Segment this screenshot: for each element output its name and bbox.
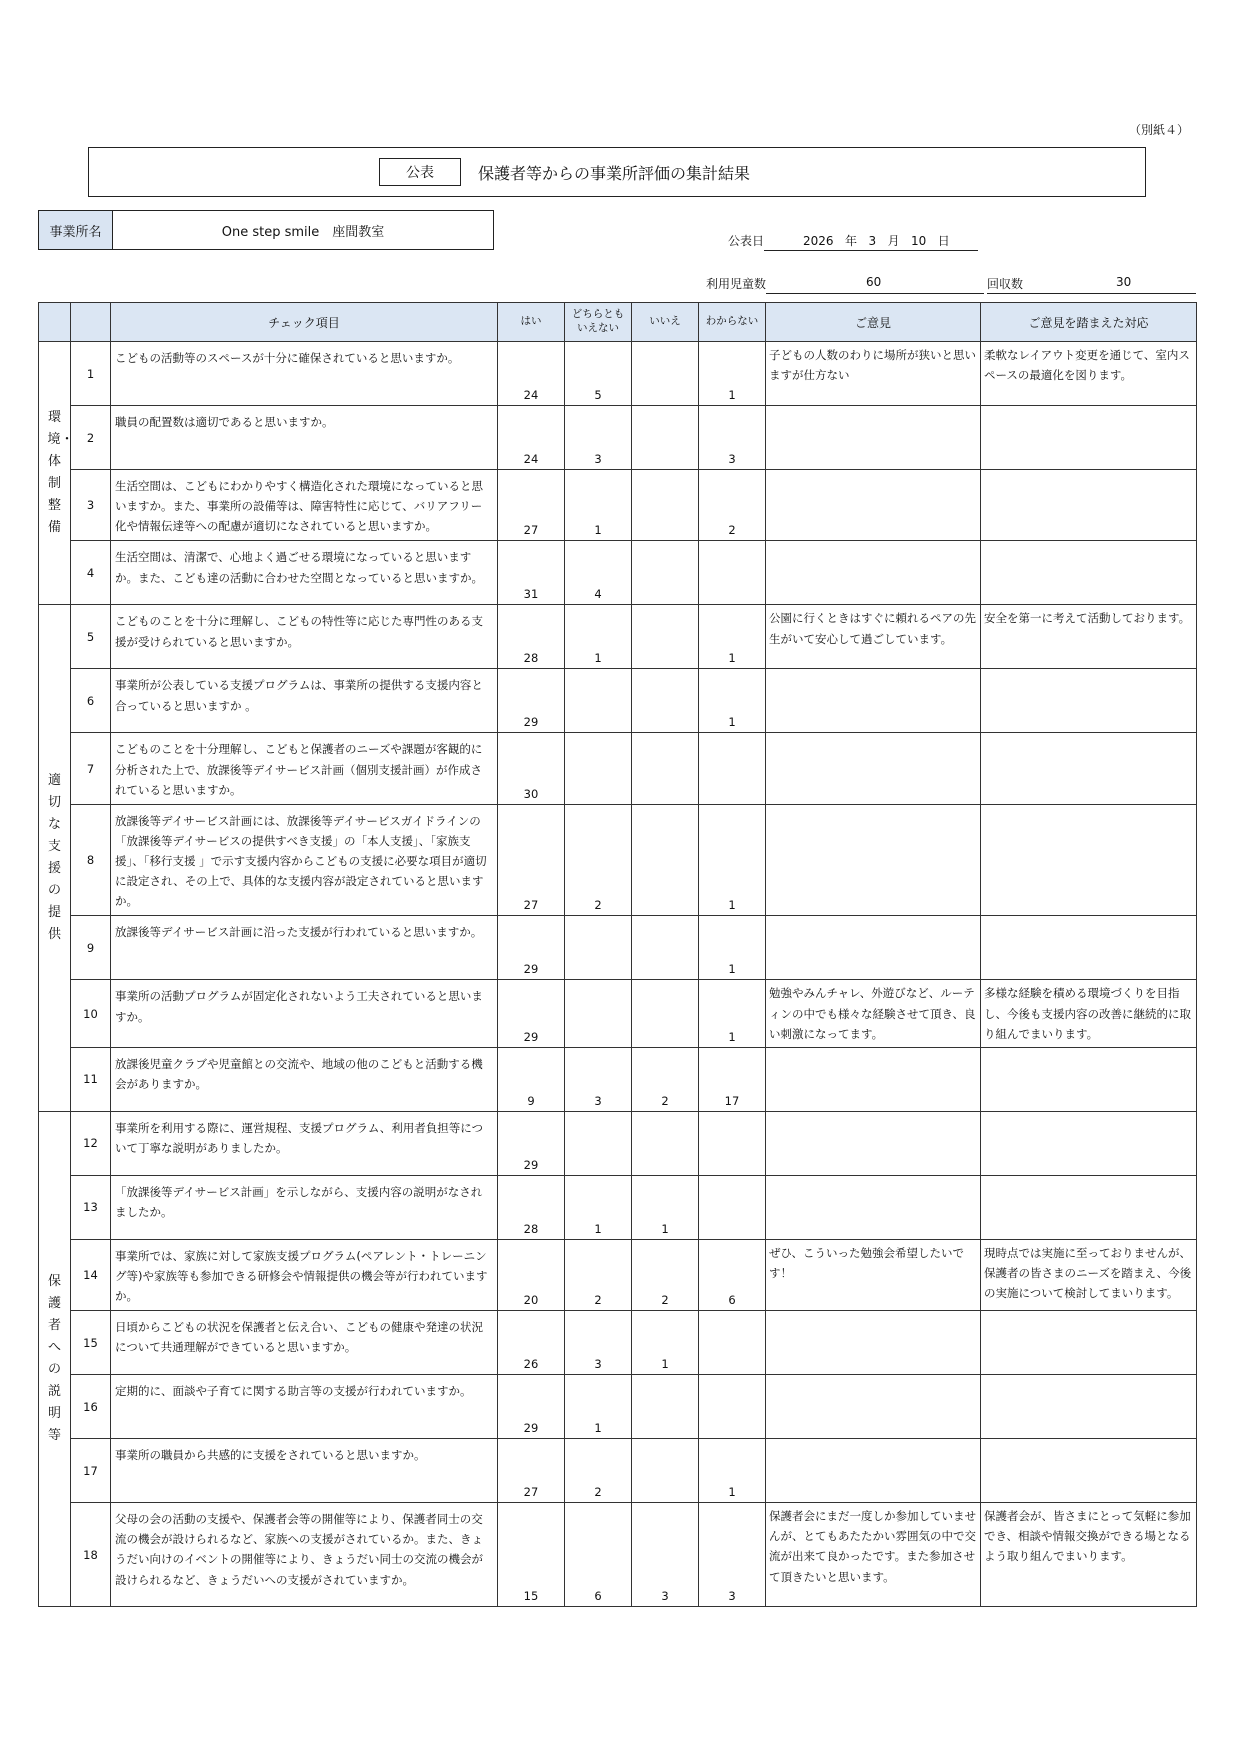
- count-yes: 20: [498, 1239, 565, 1310]
- count-no: [632, 342, 699, 406]
- response-text: [981, 1375, 1197, 1439]
- count-neither: [565, 1111, 632, 1175]
- category-cell: [39, 605, 71, 1111]
- count-unknown: 1: [699, 980, 766, 1047]
- table-row: [39, 980, 1197, 1047]
- response-text: [981, 669, 1197, 733]
- table-row: [39, 1111, 1197, 1175]
- question-number: 12: [71, 1111, 111, 1175]
- collected-underline: [987, 293, 1196, 294]
- question-number: 18: [71, 1503, 111, 1607]
- table-row: [39, 1503, 1197, 1607]
- month-unit: 月: [887, 234, 900, 248]
- response-text: [981, 1175, 1197, 1239]
- count-no: 1: [632, 1175, 699, 1239]
- question-number: 11: [71, 1047, 111, 1111]
- opinion-text: [766, 669, 981, 733]
- table-row: [39, 541, 1197, 605]
- question-number: 5: [71, 605, 111, 669]
- question-text: 放課後等デイサービス計画に沿った支援が行われていると思いますか。: [111, 916, 498, 980]
- count-yes: 31: [498, 541, 565, 605]
- count-yes: 24: [498, 406, 565, 470]
- count-neither: [565, 669, 632, 733]
- count-yes: 15: [498, 1503, 565, 1607]
- count-no: [632, 1375, 699, 1439]
- count-neither: 2: [565, 1439, 632, 1503]
- publish-date: [728, 232, 950, 249]
- category-label: 保護者への説明等: [47, 1273, 61, 1444]
- question-number: 13: [71, 1175, 111, 1239]
- count-unknown: 1: [699, 1439, 766, 1503]
- question-text: 生活空間は、こどもにわかりやすく構造化された環境になっていると思いますか。また、事業所の設備等は、障害特性に応じて、バリアフリー化や情報伝達等への配慮が適切になされていると思いますか。: [111, 470, 498, 541]
- question-text: 日頃からこどもの状況を保護者と伝え合い、こどもの健康や発達の状況について共通理解ができていると思いますか。: [111, 1311, 498, 1375]
- count-unknown: 17: [699, 1047, 766, 1111]
- response-text: 柔軟なレイアウト変更を通じて、室内スペースの最適化を図ります。: [981, 342, 1197, 406]
- count-unknown: 1: [699, 342, 766, 406]
- count-unknown: [699, 733, 766, 804]
- question-text: 「放課後等デイサービス計画」を示しながら、支援内容の説明がなされましたか。: [111, 1175, 498, 1239]
- page-title: 保護者等からの事業所評価の集計結果: [478, 164, 751, 183]
- count-neither: 3: [565, 406, 632, 470]
- table-row: [39, 916, 1197, 980]
- count-yes: 27: [498, 1439, 565, 1503]
- count-neither: 3: [565, 1047, 632, 1111]
- question-text: 職員の配置数は適切であると思いますか。: [111, 406, 498, 470]
- question-text: 事業所の職員から共感的に支援をされていると思いますか。: [111, 1439, 498, 1503]
- count-no: [632, 470, 699, 541]
- table-row: [39, 669, 1197, 733]
- users-underline: [766, 293, 984, 294]
- question-number: 4: [71, 541, 111, 605]
- category-cell: [39, 1111, 71, 1606]
- table-row: [39, 733, 1197, 804]
- count-neither: 1: [565, 1375, 632, 1439]
- opinion-text: [766, 1439, 981, 1503]
- publish-tag: 公表: [379, 158, 461, 186]
- table-row: [39, 1439, 1197, 1503]
- count-neither: 1: [565, 1175, 632, 1239]
- count-yes: 30: [498, 733, 565, 804]
- opinion-text: [766, 541, 981, 605]
- table-row: [39, 1239, 1197, 1310]
- response-text: [981, 733, 1197, 804]
- count-no: 2: [632, 1239, 699, 1310]
- response-text: [981, 406, 1197, 470]
- count-yes: 26: [498, 1311, 565, 1375]
- opinion-text: 保護者会にまだ一度しか参加していませんが、とてもあたたかい雰囲気の中で交流が出来て良かったです。また参加させて頂きたいと思います。: [766, 1503, 981, 1607]
- count-unknown: [699, 1175, 766, 1239]
- question-text: 事業所の活動プログラムが固定化されないよう工夫されていると思いますか。: [111, 980, 498, 1047]
- office-name: One step smile 座間教室: [221, 224, 385, 240]
- count-unknown: 6: [699, 1239, 766, 1310]
- opinion-text: [766, 916, 981, 980]
- question-number: 7: [71, 733, 111, 804]
- count-no: [632, 406, 699, 470]
- response-text: [981, 470, 1197, 541]
- opinion-text: [766, 733, 981, 804]
- count-yes: 29: [498, 980, 565, 1047]
- count-unknown: [699, 541, 766, 605]
- count-no: 3: [632, 1503, 699, 1607]
- response-text: [981, 1311, 1197, 1375]
- count-yes: 27: [498, 804, 565, 916]
- count-neither: 4: [565, 541, 632, 605]
- count-unknown: 3: [699, 406, 766, 470]
- response-text: 現時点では実施に至っておりませんが、保護者の皆さまのニーズを踏まえ、今後の実施について検討してまいります。: [981, 1239, 1197, 1310]
- header-category: [39, 303, 71, 342]
- response-text: [981, 1439, 1197, 1503]
- header-yes: はい: [498, 303, 565, 342]
- count-neither: 2: [565, 1239, 632, 1310]
- opinion-text: 公園に行くときはすぐに頼れるペアの先生がいて安心して過ごしています。: [766, 605, 981, 669]
- header-no-answer: いいえ: [632, 303, 699, 342]
- count-unknown: 1: [699, 804, 766, 916]
- response-text: [981, 1111, 1197, 1175]
- count-neither: [565, 980, 632, 1047]
- table-row: [39, 605, 1197, 669]
- count-yes: 9: [498, 1047, 565, 1111]
- opinion-text: [766, 1047, 981, 1111]
- count-no: [632, 605, 699, 669]
- category-label: 環境・体制整備: [47, 409, 74, 536]
- count-yes: 28: [498, 1175, 565, 1239]
- question-number: 17: [71, 1439, 111, 1503]
- opinion-text: 子どもの人数のわりに場所が狭いと思いますが仕方ない: [766, 342, 981, 406]
- count-yes: 27: [498, 470, 565, 541]
- question-text: 父母の会の活動の支援や、保護者会等の開催等により、保護者同士の交流の機会が設けられるなど、家族への支援がされているか。また、きょうだい向けのイベントの開催等により、きょうだい同士の交流の機会が設けられるなど、きょうだいへの支援がされていますか。: [111, 1503, 498, 1607]
- response-text: [981, 916, 1197, 980]
- question-number: 1: [71, 342, 111, 406]
- opinion-text: [766, 406, 981, 470]
- question-text: こどもの活動等のスペースが十分に確保されていると思いますか。: [111, 342, 498, 406]
- response-text: [981, 1047, 1197, 1111]
- header-opinion: ご意見: [766, 303, 981, 342]
- table-header-row: [39, 303, 1197, 342]
- header-neither: どちらとも いえない: [565, 303, 632, 342]
- table-row: [39, 1311, 1197, 1375]
- count-no: 1: [632, 1311, 699, 1375]
- count-yes: 29: [498, 669, 565, 733]
- count-no: [632, 733, 699, 804]
- question-text: こどものことを十分に理解し、こどもの特性等に応じた専門性のある支援が受けられていると思いますか。: [111, 605, 498, 669]
- count-neither: 3: [565, 1311, 632, 1375]
- count-no: [632, 1111, 699, 1175]
- opinion-text: [766, 470, 981, 541]
- count-no: [632, 541, 699, 605]
- count-no: 2: [632, 1047, 699, 1111]
- question-number: 15: [71, 1311, 111, 1375]
- publish-day: 10: [911, 234, 927, 248]
- table-row: [39, 470, 1197, 541]
- opinion-text: [766, 1175, 981, 1239]
- opinion-text: [766, 1311, 981, 1375]
- users-count: 60: [866, 275, 882, 289]
- count-unknown: 1: [699, 669, 766, 733]
- count-yes: 29: [498, 1375, 565, 1439]
- opinion-text: [766, 804, 981, 916]
- question-number: 3: [71, 470, 111, 541]
- count-neither: [565, 733, 632, 804]
- count-unknown: 1: [699, 916, 766, 980]
- table-row: [39, 1047, 1197, 1111]
- category-cell: [39, 342, 74, 605]
- question-number: 2: [71, 406, 111, 470]
- header-no: [71, 303, 111, 342]
- count-neither: 2: [565, 804, 632, 916]
- count-neither: 1: [565, 605, 632, 669]
- count-yes: 29: [498, 916, 565, 980]
- response-text: [981, 541, 1197, 605]
- question-text: こどものことを十分理解し、こどもと保護者のニーズや課題が客観的に分析された上で、放課後等デイサービス計画（個別支援計画）が作成されていると思いますか。: [111, 733, 498, 804]
- count-neither: 6: [565, 1503, 632, 1607]
- day-unit: 日: [937, 234, 950, 248]
- question-number: 9: [71, 916, 111, 980]
- response-text: 保護者会が、皆さまにとって気軽に参加でき、相談や情報交換ができる場となるよう取り組んでまいります。: [981, 1503, 1197, 1607]
- count-neither: 1: [565, 470, 632, 541]
- opinion-text: ぜひ、こういった勉強会希望したいです！: [766, 1239, 981, 1310]
- count-neither: [565, 916, 632, 980]
- question-text: 事業所では、家族に対して家族支援プログラム(ペアレント・トレーニング等)や家族等も参加できる研修会や情報提供の機会等が行われていますか。: [111, 1239, 498, 1310]
- users-label: 利用児童数: [706, 277, 767, 291]
- count-unknown: [699, 1375, 766, 1439]
- question-text: 定期的に、面談や子育てに関する助言等の支援が行われていますか。: [111, 1375, 498, 1439]
- count-no: [632, 980, 699, 1047]
- header-check: チェック項目: [111, 303, 498, 342]
- title-box: [88, 147, 1146, 197]
- table-row: [39, 406, 1197, 470]
- count-no: [632, 804, 699, 916]
- table-row: [39, 1375, 1197, 1439]
- count-unknown: 3: [699, 1503, 766, 1607]
- count-no: [632, 669, 699, 733]
- header-response: ご意見を踏まえた対応: [981, 303, 1197, 342]
- opinion-text: [766, 1375, 981, 1439]
- publish-month: 3: [868, 234, 877, 248]
- count-yes: 29: [498, 1111, 565, 1175]
- question-number: 6: [71, 669, 111, 733]
- question-number: 8: [71, 804, 111, 916]
- category-label: 適切な支援の提供: [47, 772, 61, 943]
- response-text: 多様な経験を積める環境づくりを目指し、今後も支援内容の改善に継続的に取り組んでまいります。: [981, 980, 1197, 1047]
- header-unknown: わからない: [699, 303, 766, 342]
- question-number: 14: [71, 1239, 111, 1310]
- publish-date-underline: [764, 250, 978, 251]
- count-unknown: [699, 1111, 766, 1175]
- opinion-text: [766, 1111, 981, 1175]
- response-text: 安全を第一に考えて活動しております。: [981, 605, 1197, 669]
- table-row: [39, 342, 1197, 406]
- publish-date-label: 公表日: [728, 234, 765, 248]
- question-number: 16: [71, 1375, 111, 1439]
- office-label: 事業所名: [39, 211, 113, 249]
- opinion-text: 勉強やみんチャレ、外遊びなど、ルーティンの中でも様々な経験させて頂き、良い刺激になってます。: [766, 980, 981, 1047]
- question-text: 放課後等デイサービス計画には、放課後等デイサービスガイドラインの「放課後等デイサービスの提供すべき支援」の「本人支援」、「家族支援」、「移行支援 」で示す支援内容からこどもの支援に必要な項目が適切に設定され、その上で、具体的な支援内容が設定されていると思いますか。: [111, 804, 498, 916]
- office-box: [38, 210, 494, 250]
- count-unknown: [699, 1311, 766, 1375]
- response-text: [981, 804, 1197, 916]
- publish-year: 2026: [803, 234, 834, 248]
- annex-label: （別紙４）: [1128, 123, 1189, 137]
- question-text: 放課後児童クラブや児童館との交流や、地域の他のこどもと活動する機会がありますか。: [111, 1047, 498, 1111]
- collected-label: 回収数: [987, 277, 1024, 291]
- table-row: [39, 804, 1197, 916]
- count-unknown: 1: [699, 605, 766, 669]
- count-unknown: 2: [699, 470, 766, 541]
- question-number: 10: [71, 980, 111, 1047]
- count-yes: 28: [498, 605, 565, 669]
- count-no: [632, 916, 699, 980]
- count-yes: 24: [498, 342, 565, 406]
- count-no: [632, 1439, 699, 1503]
- question-text: 事業所が公表している支援プログラムは、事業所の提供する支援内容と合っていると思いますか 。: [111, 669, 498, 733]
- question-text: 生活空間は、清潔で、心地よく過ごせる環境になっていると思いますか。また、こども達の活動に合わせた空間となっていると思いますか。: [111, 541, 498, 605]
- year-unit: 年: [845, 234, 858, 248]
- table-row: [39, 1175, 1197, 1239]
- survey-table: [38, 302, 1197, 1607]
- count-neither: 5: [565, 342, 632, 406]
- question-text: 事業所を利用する際に、運営規程、支援プログラム、利用者負担等について丁寧な説明がありましたか。: [111, 1111, 498, 1175]
- collected-count: 30: [1116, 275, 1132, 289]
